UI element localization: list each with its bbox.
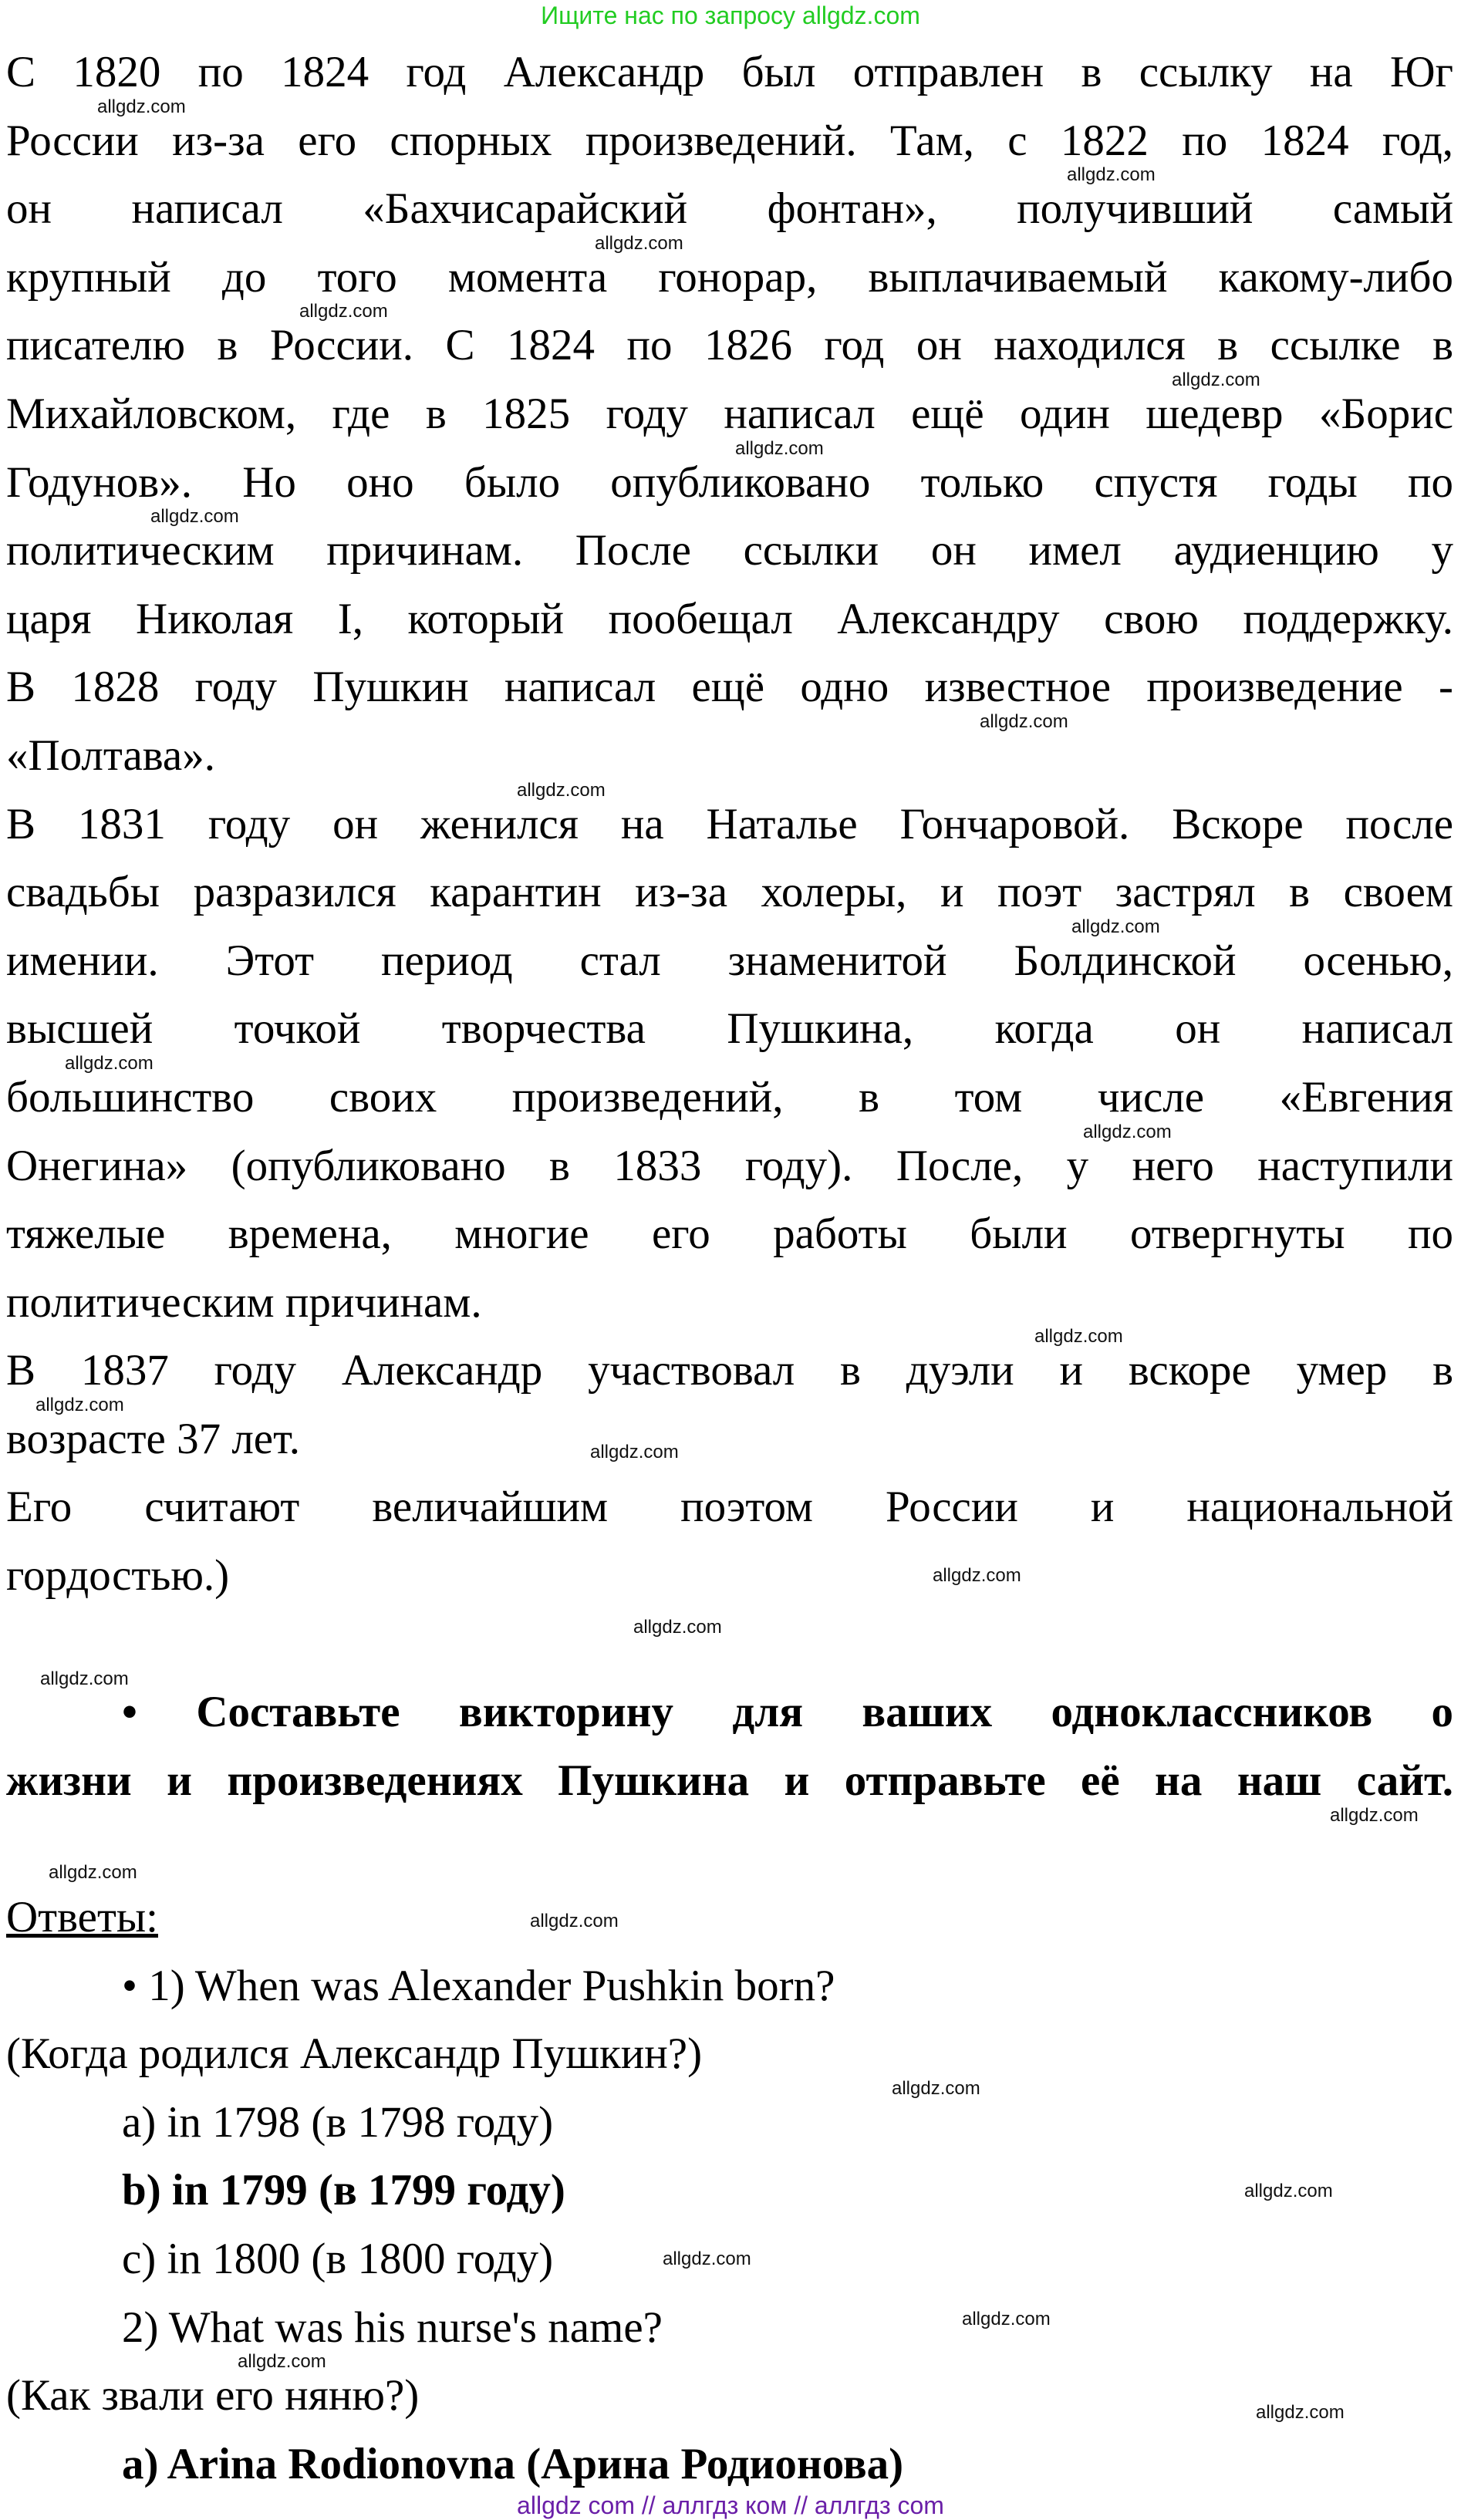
text-line: «Полтава».	[6, 730, 215, 780]
text-line: большинство своих произведений, в том числе «Евгения	[6, 1072, 1453, 1122]
watermark-text: allgdz.com	[663, 2248, 751, 2269]
text-line: царя Николая I, который пообещал Александру свою поддержку.	[6, 594, 1453, 643]
text-line: c) in 1800 (в 1800 году)	[122, 2235, 554, 2283]
text-line: В 1837 году Александр участвовал в дуэли и вскоре умер в	[6, 1346, 1453, 1395]
watermark-text: allgdz.com	[892, 2078, 980, 2099]
watermark-text: allgdz.com	[299, 301, 388, 322]
watermark-text: allgdz.com	[962, 2309, 1051, 2329]
watermark-text: allgdz.com	[49, 1862, 137, 1883]
watermark-text: allgdz.com	[238, 2351, 326, 2372]
watermark-text: allgdz.com	[735, 438, 824, 459]
watermark-text: allgdz.com	[1034, 1326, 1123, 1347]
text-line: жизни и произведениях Пушкина и отправьте её на наш сайт.	[6, 1756, 1453, 1805]
text-line: 2) What was his nurse's name?	[122, 2302, 663, 2352]
watermark-text: allgdz.com	[933, 1565, 1021, 1586]
watermark-text: allgdz.com	[1067, 164, 1156, 185]
text-line: высшей точкой творчества Пушкина, когда он написал	[6, 1004, 1453, 1054]
text-line: Онегина» (опубликовано в 1833 году). После, у него наступили	[6, 1141, 1453, 1190]
watermark-text: allgdz.com	[1071, 916, 1160, 937]
text-line: гордостью.)	[6, 1551, 230, 1601]
text-line: В 1831 году он женился на Наталье Гончаровой. Вскоре после	[6, 799, 1453, 848]
watermark-text: allgdz.com	[1256, 2402, 1345, 2423]
text-line: b) in 1799 (в 1799 году)	[122, 2166, 565, 2215]
watermark-text: allgdz.com	[530, 1911, 619, 1931]
text-line: В 1828 году Пушкин написал ещё одно известное произведение -	[6, 663, 1453, 712]
text-line: • 1) When was Alexander Pushkin born?	[122, 1961, 835, 2010]
text-line: Михайловском, где в 1825 году написал ещё один шедевр «Борис	[6, 389, 1453, 438]
text-line: политическим причинам. После ссылки он имел аудиенцию у	[6, 526, 1453, 575]
search-hint-header: Ищите нас по запросу allgdz.com	[541, 2, 920, 29]
text-line: С 1820 по 1824 год Александр был отправлен в ссылку на Юг	[6, 48, 1453, 96]
text-line: a) Arina Rodionovna (Арина Родионова)	[122, 2439, 904, 2488]
text-line: он написал «Бахчисарайский фонтан», получивший самый	[6, 184, 1453, 234]
watermark-text: allgdz.com	[980, 711, 1068, 732]
watermark-text: allgdz.com	[1244, 2181, 1333, 2201]
watermark-text: allgdz.com	[150, 506, 239, 527]
watermark-text: allgdz.com	[1172, 369, 1260, 390]
text-line: (Когда родился Александр Пушкин?)	[6, 2029, 703, 2079]
text-line: писателю в России. С 1824 по 1826 год он находился в ссылке в	[6, 321, 1453, 370]
text-line: России из-за его спорных произведений. Там, с 1822 по 1824 год,	[6, 116, 1453, 165]
watermark-text: allgdz.com	[97, 96, 186, 117]
text-line: возрасте 37 лет.	[6, 1414, 300, 1463]
text-line: свадьбы разразился карантин из-за холеры, и поэт застрял в своем	[6, 868, 1453, 917]
text-line: Ответы:	[6, 1893, 158, 1942]
watermark-text: allgdz.com	[1083, 1122, 1172, 1142]
watermark-text: allgdz.com	[35, 1395, 124, 1415]
watermark-text: allgdz.com	[517, 780, 606, 801]
text-line: крупный до того момента гонорар, выплачиваемый какому-либо	[6, 252, 1453, 302]
text-line: Годунов». Но оно было опубликовано только спустя годы по	[6, 457, 1453, 507]
blank-line	[6, 1611, 1453, 1679]
watermark-text: allgdz.com	[633, 1617, 722, 1638]
document-body	[6, 39, 1453, 2498]
watermark-text: allgdz.com	[595, 233, 683, 254]
text-line: имении. Этот период стал знаменитой Болдинской осенью,	[6, 936, 1453, 985]
site-footer: allgdz com // аллгдз ком // аллгдз com	[517, 2491, 944, 2519]
watermark-text: allgdz.com	[40, 1668, 129, 1689]
text-line: тяжелые времена, многие его работы были отвергнуты по	[6, 1209, 1453, 1259]
blank-line	[6, 1815, 1453, 1884]
text-line: Его считают величайшим поэтом России и национальной	[6, 1483, 1453, 1532]
watermark-text: allgdz.com	[590, 1442, 679, 1462]
watermark-text: allgdz.com	[65, 1053, 154, 1074]
text-line: • Составьте викторину для ваших одноклассников о	[122, 1688, 1453, 1737]
text-line: политическим причинам.	[6, 1277, 482, 1327]
text-line: (Как звали его няню?)	[6, 2371, 420, 2420]
watermark-text: allgdz.com	[1330, 1805, 1419, 1826]
text-line: a) in 1798 (в 1798 году)	[122, 2097, 554, 2147]
